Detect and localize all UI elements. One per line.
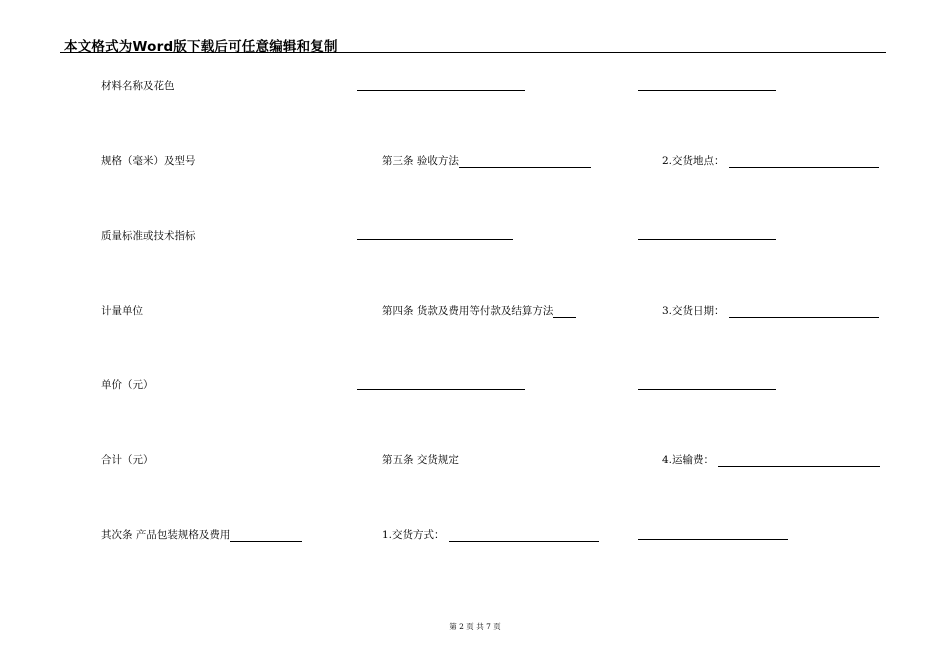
blank-line-packaging xyxy=(230,530,302,542)
blank-line-delivery-date xyxy=(729,306,879,318)
blank-line-delivery-method xyxy=(449,530,599,542)
blank-line-row5-col2 xyxy=(357,389,525,390)
blank-line-row1-col3 xyxy=(638,90,776,91)
blank-line-row5-col3 xyxy=(638,389,776,390)
blank-line-shipping-fee xyxy=(718,455,880,467)
delivery-date-field xyxy=(662,304,879,318)
shipping-fee-field xyxy=(662,453,880,467)
delivery-date-label: 3.交货日期： xyxy=(662,305,725,317)
delivery-location-field xyxy=(662,154,879,168)
blank-line-payment xyxy=(553,306,576,318)
header-divider xyxy=(60,52,886,53)
blank-line-inspection xyxy=(459,156,591,168)
delivery-location-label: 2.交货地点： xyxy=(662,155,725,167)
field-label-total: 合计（元） xyxy=(101,454,154,466)
blank-line-row7-col3 xyxy=(638,539,788,540)
document-header-title: 本文格式为Word版下载后可任意编辑和复制 xyxy=(64,39,338,55)
field-label-unit: 计量单位 xyxy=(101,305,143,317)
page-number: 第 2 页 共 7 页 xyxy=(449,622,501,631)
field-label-quality-standard: 质量标准或技术指标 xyxy=(101,230,196,242)
clause-3-label: 第三条 验收方法 xyxy=(382,155,459,167)
field-label-unit-price: 单价（元） xyxy=(101,379,154,391)
clause-4-label: 第四条 货款及费用等付款及结算方法 xyxy=(382,305,554,317)
clause-5-delivery-rules: 第五条 交货规定 xyxy=(382,454,459,466)
shipping-fee-label: 4.运输费： xyxy=(662,454,715,466)
clause-2-label: 其次条 产品包装规格及费用 xyxy=(101,529,231,541)
blank-line-row3-col3 xyxy=(638,239,776,240)
clause-3-inspection-method xyxy=(382,154,591,168)
delivery-method-field xyxy=(382,528,599,542)
field-label-spec-model: 规格（毫米）及型号 xyxy=(101,155,196,167)
blank-line-delivery-location xyxy=(729,156,879,168)
blank-line-row1-col2 xyxy=(357,90,525,91)
blank-line-row3-col2 xyxy=(357,239,513,240)
clause-2-packaging xyxy=(101,528,302,542)
delivery-method-label: 1.交货方式： xyxy=(382,529,445,541)
field-label-material-name: 材料名称及花色 xyxy=(101,80,175,92)
clause-4-payment-method xyxy=(382,304,576,318)
